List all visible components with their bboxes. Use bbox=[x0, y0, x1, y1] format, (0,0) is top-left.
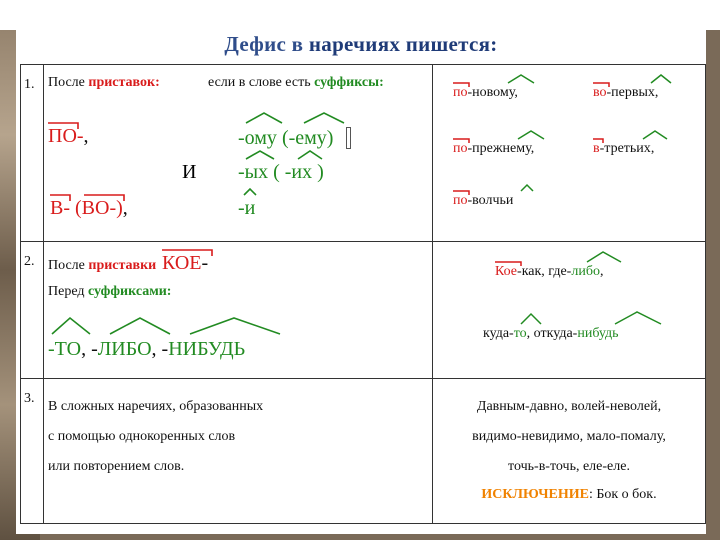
separator: , - bbox=[151, 338, 169, 360]
example-line: Давным-давно, волей-неволей, bbox=[476, 399, 662, 414]
before-text: Перед bbox=[48, 284, 88, 299]
row-number-cell bbox=[21, 65, 44, 242]
comma: , bbox=[122, 197, 128, 219]
rules-table bbox=[20, 64, 706, 524]
suffix-mark bbox=[110, 318, 170, 334]
suffix-omu: -ому bbox=[238, 127, 277, 149]
examples-cell bbox=[433, 379, 706, 524]
koe-group bbox=[162, 252, 208, 275]
suffix-ykh-group bbox=[238, 161, 324, 184]
example-item bbox=[453, 141, 534, 157]
prefix-label: приставки bbox=[88, 258, 157, 273]
suffix-omu-group bbox=[238, 127, 333, 150]
example-tail: , bbox=[650, 141, 655, 156]
rule-cell bbox=[44, 379, 433, 524]
exception-label: ИСКЛЮЧЕНИЕ bbox=[481, 487, 589, 502]
example-tail: , bbox=[599, 264, 604, 279]
dash: - bbox=[201, 252, 209, 274]
suffix-mark bbox=[651, 75, 671, 83]
comma: , bbox=[83, 125, 89, 147]
example-suffix: либо bbox=[571, 264, 600, 279]
suffix-ikh: ( -их ) bbox=[273, 161, 324, 183]
suffix-ykh: -ых bbox=[238, 161, 269, 183]
example-suffix: ому bbox=[493, 85, 515, 100]
prefix-po: ПО- bbox=[48, 125, 84, 147]
page-title bbox=[16, 32, 706, 57]
example-suffix: ых bbox=[638, 85, 655, 100]
rule-3-line: с помощью однокоренных слов bbox=[48, 429, 236, 444]
example-item bbox=[593, 85, 658, 101]
rule-3-line: В сложных наречиях, образованных bbox=[48, 399, 264, 414]
prefix-vo: (ВО-) bbox=[75, 197, 123, 219]
rule-row-1 bbox=[21, 65, 706, 242]
after-text: После bbox=[48, 258, 89, 273]
suffix-mark bbox=[508, 75, 534, 83]
exception-colon: : bbox=[588, 487, 593, 502]
example-root: -волчь bbox=[467, 193, 506, 208]
example-suffix: ьих bbox=[629, 141, 651, 156]
rule-2-line-1 bbox=[48, 258, 156, 274]
example-suffix: то bbox=[513, 326, 527, 341]
prefix-v: В- bbox=[50, 197, 70, 219]
exception-line bbox=[433, 487, 705, 503]
example-line-2 bbox=[483, 326, 619, 342]
rule-card bbox=[16, 28, 706, 534]
text-cursor bbox=[346, 127, 351, 149]
exception-text: Бок о бок. bbox=[592, 487, 657, 502]
suffix-emu: (-ему) bbox=[281, 127, 334, 149]
rule-cell bbox=[44, 242, 433, 379]
suffix-mark bbox=[587, 252, 621, 262]
rule-row-3 bbox=[21, 379, 706, 524]
suffix-to: -ТО bbox=[48, 338, 82, 360]
example-prefix: во bbox=[593, 85, 607, 100]
suffix-mark bbox=[190, 318, 280, 334]
row-number: 1. bbox=[24, 77, 35, 92]
examples-cell bbox=[433, 242, 706, 379]
example-prefix: Кое bbox=[495, 264, 518, 279]
example-prefix: по bbox=[453, 141, 468, 156]
separator: , - bbox=[81, 338, 98, 360]
suffix-mark bbox=[244, 189, 256, 195]
suffix-mark bbox=[52, 318, 90, 334]
example-root: -прежн bbox=[467, 141, 511, 156]
suffix-list bbox=[48, 338, 245, 361]
suffix-mark bbox=[298, 151, 322, 159]
example-item bbox=[593, 141, 654, 157]
prefix-koe: КОЕ bbox=[162, 252, 202, 274]
title-part2: наречиях пишется: bbox=[308, 32, 498, 56]
example-tail: , bbox=[654, 85, 659, 100]
suffix-mark bbox=[246, 113, 282, 123]
rule-1-condition bbox=[208, 75, 384, 91]
suffixes-label: суффиксы: bbox=[314, 75, 384, 90]
suffix-mark bbox=[615, 312, 661, 324]
rule-row-2 bbox=[21, 242, 706, 379]
row-number-cell bbox=[21, 242, 44, 379]
if-text: если в слове есть bbox=[208, 75, 315, 90]
example-suffix: ему bbox=[510, 141, 531, 156]
example-text: , откуда- bbox=[526, 326, 578, 341]
row-number: 3. bbox=[24, 391, 35, 406]
rule-2-line-2 bbox=[48, 284, 171, 300]
example-prefix: по bbox=[453, 85, 468, 100]
suffix-mark bbox=[643, 131, 667, 139]
example-tail: , bbox=[514, 85, 518, 100]
example-suffix: нибудь bbox=[577, 326, 619, 341]
example-prefix: по bbox=[453, 193, 468, 208]
prefix-po-group bbox=[48, 125, 89, 148]
row-number: 2. bbox=[24, 254, 35, 269]
suffix-nibud: НИБУДЬ bbox=[168, 338, 246, 360]
suffix-mark bbox=[521, 185, 533, 191]
suffix-mark bbox=[521, 314, 541, 324]
and-text: И bbox=[182, 161, 197, 183]
after-label: После bbox=[48, 75, 89, 90]
suffixes-label: суффиксами: bbox=[87, 284, 172, 299]
suffix-i: -и bbox=[238, 197, 256, 219]
example-item bbox=[453, 85, 518, 101]
example-item bbox=[453, 193, 513, 209]
suffix-mark bbox=[304, 113, 344, 123]
example-line: видимо-невидимо, мало-помалу, bbox=[472, 429, 666, 444]
example-suffix: и bbox=[505, 193, 514, 208]
rule-1-heading bbox=[48, 75, 160, 91]
background-top bbox=[0, 0, 720, 30]
example-line-1 bbox=[495, 264, 603, 280]
suffix-mark bbox=[518, 131, 544, 139]
prefix-v-group bbox=[50, 197, 128, 220]
title-part1: Дефис в bbox=[224, 32, 309, 56]
example-tail: , bbox=[530, 141, 535, 156]
example-text: -как, где- bbox=[517, 264, 572, 279]
examples-cell bbox=[433, 65, 706, 242]
example-prefix: в bbox=[593, 141, 600, 156]
prefixes-label: приставок: bbox=[88, 75, 160, 90]
example-marks bbox=[433, 242, 705, 378]
rule-cell bbox=[44, 65, 433, 242]
example-root: -трет bbox=[599, 141, 630, 156]
suffix-libo: ЛИБО bbox=[97, 338, 152, 360]
suffix-mark bbox=[246, 151, 274, 159]
example-root: -перв bbox=[606, 85, 639, 100]
example-root: -нов bbox=[467, 85, 494, 100]
example-text: куда- bbox=[483, 326, 514, 341]
row-number-cell bbox=[21, 379, 44, 524]
example-line: точь-в-точь, еле-еле. bbox=[508, 459, 630, 474]
rule-3-line: или повторением слов. bbox=[48, 459, 185, 474]
